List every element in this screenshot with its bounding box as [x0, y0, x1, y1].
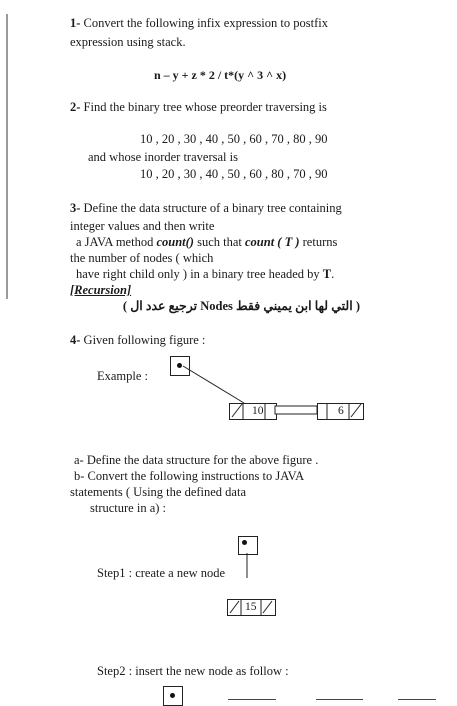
question-1-number: 1- — [70, 16, 81, 30]
question-3-line-2: integer values and then write — [70, 219, 215, 233]
list-node-6 — [317, 403, 364, 420]
question-3-line-3 — [76, 235, 337, 250]
tree-root-symbol: T — [322, 267, 332, 281]
node-15-value: 15 — [245, 601, 257, 613]
infix-expression: n – y + z * 2 / t*(y ^ 3 ^ x) — [154, 68, 287, 82]
question-4-number: 4- — [70, 333, 81, 347]
new-node-pointer-box — [238, 536, 258, 555]
question-3-line-3-post: returns — [299, 235, 338, 249]
margin-rule — [6, 14, 8, 299]
question-3-text: Define the data structure of a binary tree containing — [83, 201, 342, 215]
question-3-line-3-mid: such that — [193, 235, 245, 249]
list-node-10 — [229, 403, 277, 420]
example-label: Example : — [97, 369, 149, 383]
question-1-line-2: expression using stack. — [70, 35, 186, 49]
question-3-number: 3- — [70, 201, 81, 215]
step-2-pointer-box — [163, 686, 183, 706]
link-connector — [275, 406, 317, 414]
new-node-15 — [227, 599, 276, 616]
node-6-value: 6 — [338, 405, 344, 417]
part-b-line-1: b- Convert the following instructions to JAVA — [74, 469, 305, 483]
question-2-line-2: and whose inorder traversal is — [88, 150, 238, 164]
inorder-sequence: 10 , 20 , 30 , 40 , 50 , 60 , 80 , 70 , 90 — [140, 167, 328, 181]
step-2-text: Step2 : insert the new node as follow : — [97, 664, 289, 678]
part-a: a- Define the data structure for the above figure . — [74, 453, 319, 467]
head-pointer-box — [170, 356, 190, 376]
question-2-text: Find the binary tree whose preorder traversing is — [83, 100, 327, 114]
pointer-dot — [242, 540, 247, 545]
question-3-line-5 — [76, 267, 334, 282]
question-2-line-1 — [70, 100, 327, 115]
step-1-text: Step1 : create a new node — [97, 566, 226, 580]
question-1-text: Convert the following infix expression to postfix — [83, 16, 328, 30]
pointer-dot — [177, 363, 182, 368]
preorder-sequence: 10 , 20 , 30 , 40 , 50 , 60 , 70 , 80 , 90 — [140, 132, 328, 146]
method-call: count ( T ) — [245, 235, 300, 249]
pointer-arrow-line — [183, 366, 244, 403]
question-3-line-5-end: . — [331, 267, 335, 281]
question-3-line-5-pre: have right child only ) in a binary tree headed by — [76, 267, 323, 281]
arabic-note: ( التي لها ابن يميني فقط Nodes ترجيع عدد ال ) — [122, 299, 360, 313]
question-1-line-1 — [70, 16, 328, 31]
pointer-dot — [170, 693, 175, 698]
part-b-line-3: structure in a) : — [90, 501, 167, 515]
question-4-line-1 — [70, 333, 205, 348]
method-name: count() — [156, 235, 194, 249]
part-b-line-2: statements ( Using the defined data — [70, 485, 246, 499]
node-10-value: 10 — [252, 405, 264, 417]
recursion-hint: [Recursion] — [70, 283, 132, 297]
question-3-line-3-pre: a JAVA method — [76, 235, 157, 249]
question-2-number: 2- — [70, 100, 81, 114]
question-4-text: Given following figure : — [83, 333, 206, 347]
question-3-line-4: the number of nodes ( which — [70, 251, 214, 265]
question-3-line-1 — [70, 201, 342, 216]
